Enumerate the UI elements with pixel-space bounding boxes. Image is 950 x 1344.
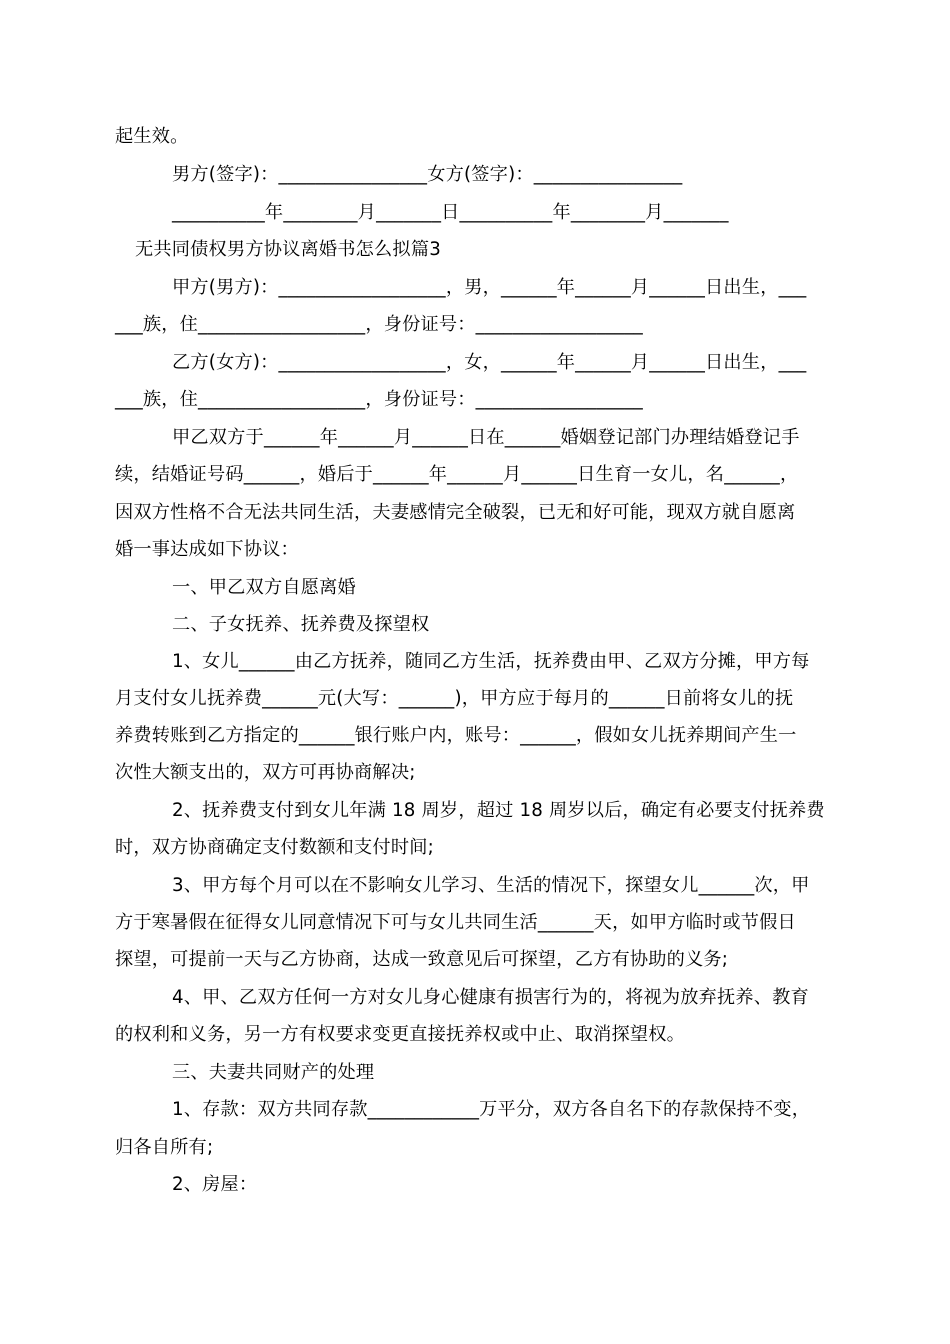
text-line: 3、甲方每个月可以在不影响女儿学习、生活的情况下，探望女儿______次，甲 (172, 875, 810, 896)
text-line: 2、抚养费支付到女儿年满 18 周岁，超过 18 周岁以后，确定有必要支付抚养费 (172, 800, 825, 821)
text-line: 2、房屋： (172, 1174, 258, 1195)
text-line: 养费转账到乙方指定的______银行账户内，账号：______，假如女儿抚养期间产生一 (115, 725, 797, 746)
text-line: 甲乙双方于______年______月______日在______婚姻登记部门办理结婚登记手 (172, 427, 800, 448)
text-line: 归各自所有; (115, 1137, 214, 1158)
text-line: 起生效。 (115, 126, 189, 147)
text-line: 4、甲、乙双方任何一方对女儿身心健康有损害行为的，将视为放弃抚养、教育 (172, 987, 809, 1008)
section-heading: 无共同债权男方协议离婚书怎么拟篇3 (135, 239, 441, 260)
text-line: 因双方性格不合无法共同生活，夫妻感情完全破裂，已无和好可能，现双方就自愿离 (115, 502, 796, 523)
text-line: 的权利和义务，另一方有权要求变更直接抚养权或中止、取消探望权。 (115, 1024, 686, 1045)
text-line: ___族，住__________________，身份证号：__________________ (115, 389, 643, 410)
text-line: 婚一事达成如下协议： (115, 539, 299, 560)
date-line: __________年________月_______日__________年________月_______ (172, 202, 729, 223)
text-line: 甲方(男方)：__________________，男，______年______月______日出生，___ (172, 277, 807, 298)
text-line: 续，结婚证号码______，婚后于______年______月______日生育一女儿，名______， (115, 464, 799, 485)
text-line: 乙方(女方)：__________________，女，______年______月______日出生，___ (172, 352, 807, 373)
text-line: 方于寒暑假在征得女儿同意情况下可与女儿共同生活______天，如甲方临时或节假日 (115, 912, 796, 933)
text-line: 时，双方协商确定支付数额和支付时间; (115, 837, 434, 858)
clause-heading: 一、甲乙双方自愿离婚 (172, 577, 356, 598)
clause-heading: 三、夫妻共同财产的处理 (172, 1062, 375, 1083)
text-line: 次性大额支出的，双方可再协商解决; (115, 762, 416, 783)
clause-heading: 二、子女抚养、抚养费及探望权 (172, 614, 430, 635)
text-line: ___族，住__________________，身份证号：__________________ (115, 314, 643, 335)
text-line: 月支付女儿抚养费______元(大写：______)，甲方应于每月的______日前将女儿的抚 (115, 688, 794, 709)
text-line: 1、女儿______由乙方抚养，随同乙方生活，抚养费由甲、乙双方分摊，甲方每 (172, 651, 810, 672)
signature-line: 男方(签字)：________________女方(签字)：________________ (172, 164, 683, 185)
text-line: 1、存款：双方共同存款____________万平分，双方各自名下的存款保持不变， (172, 1099, 811, 1120)
text-line: 探望，可提前一天与乙方协商，达成一致意见后可探望，乙方有协助的义务; (115, 949, 729, 970)
